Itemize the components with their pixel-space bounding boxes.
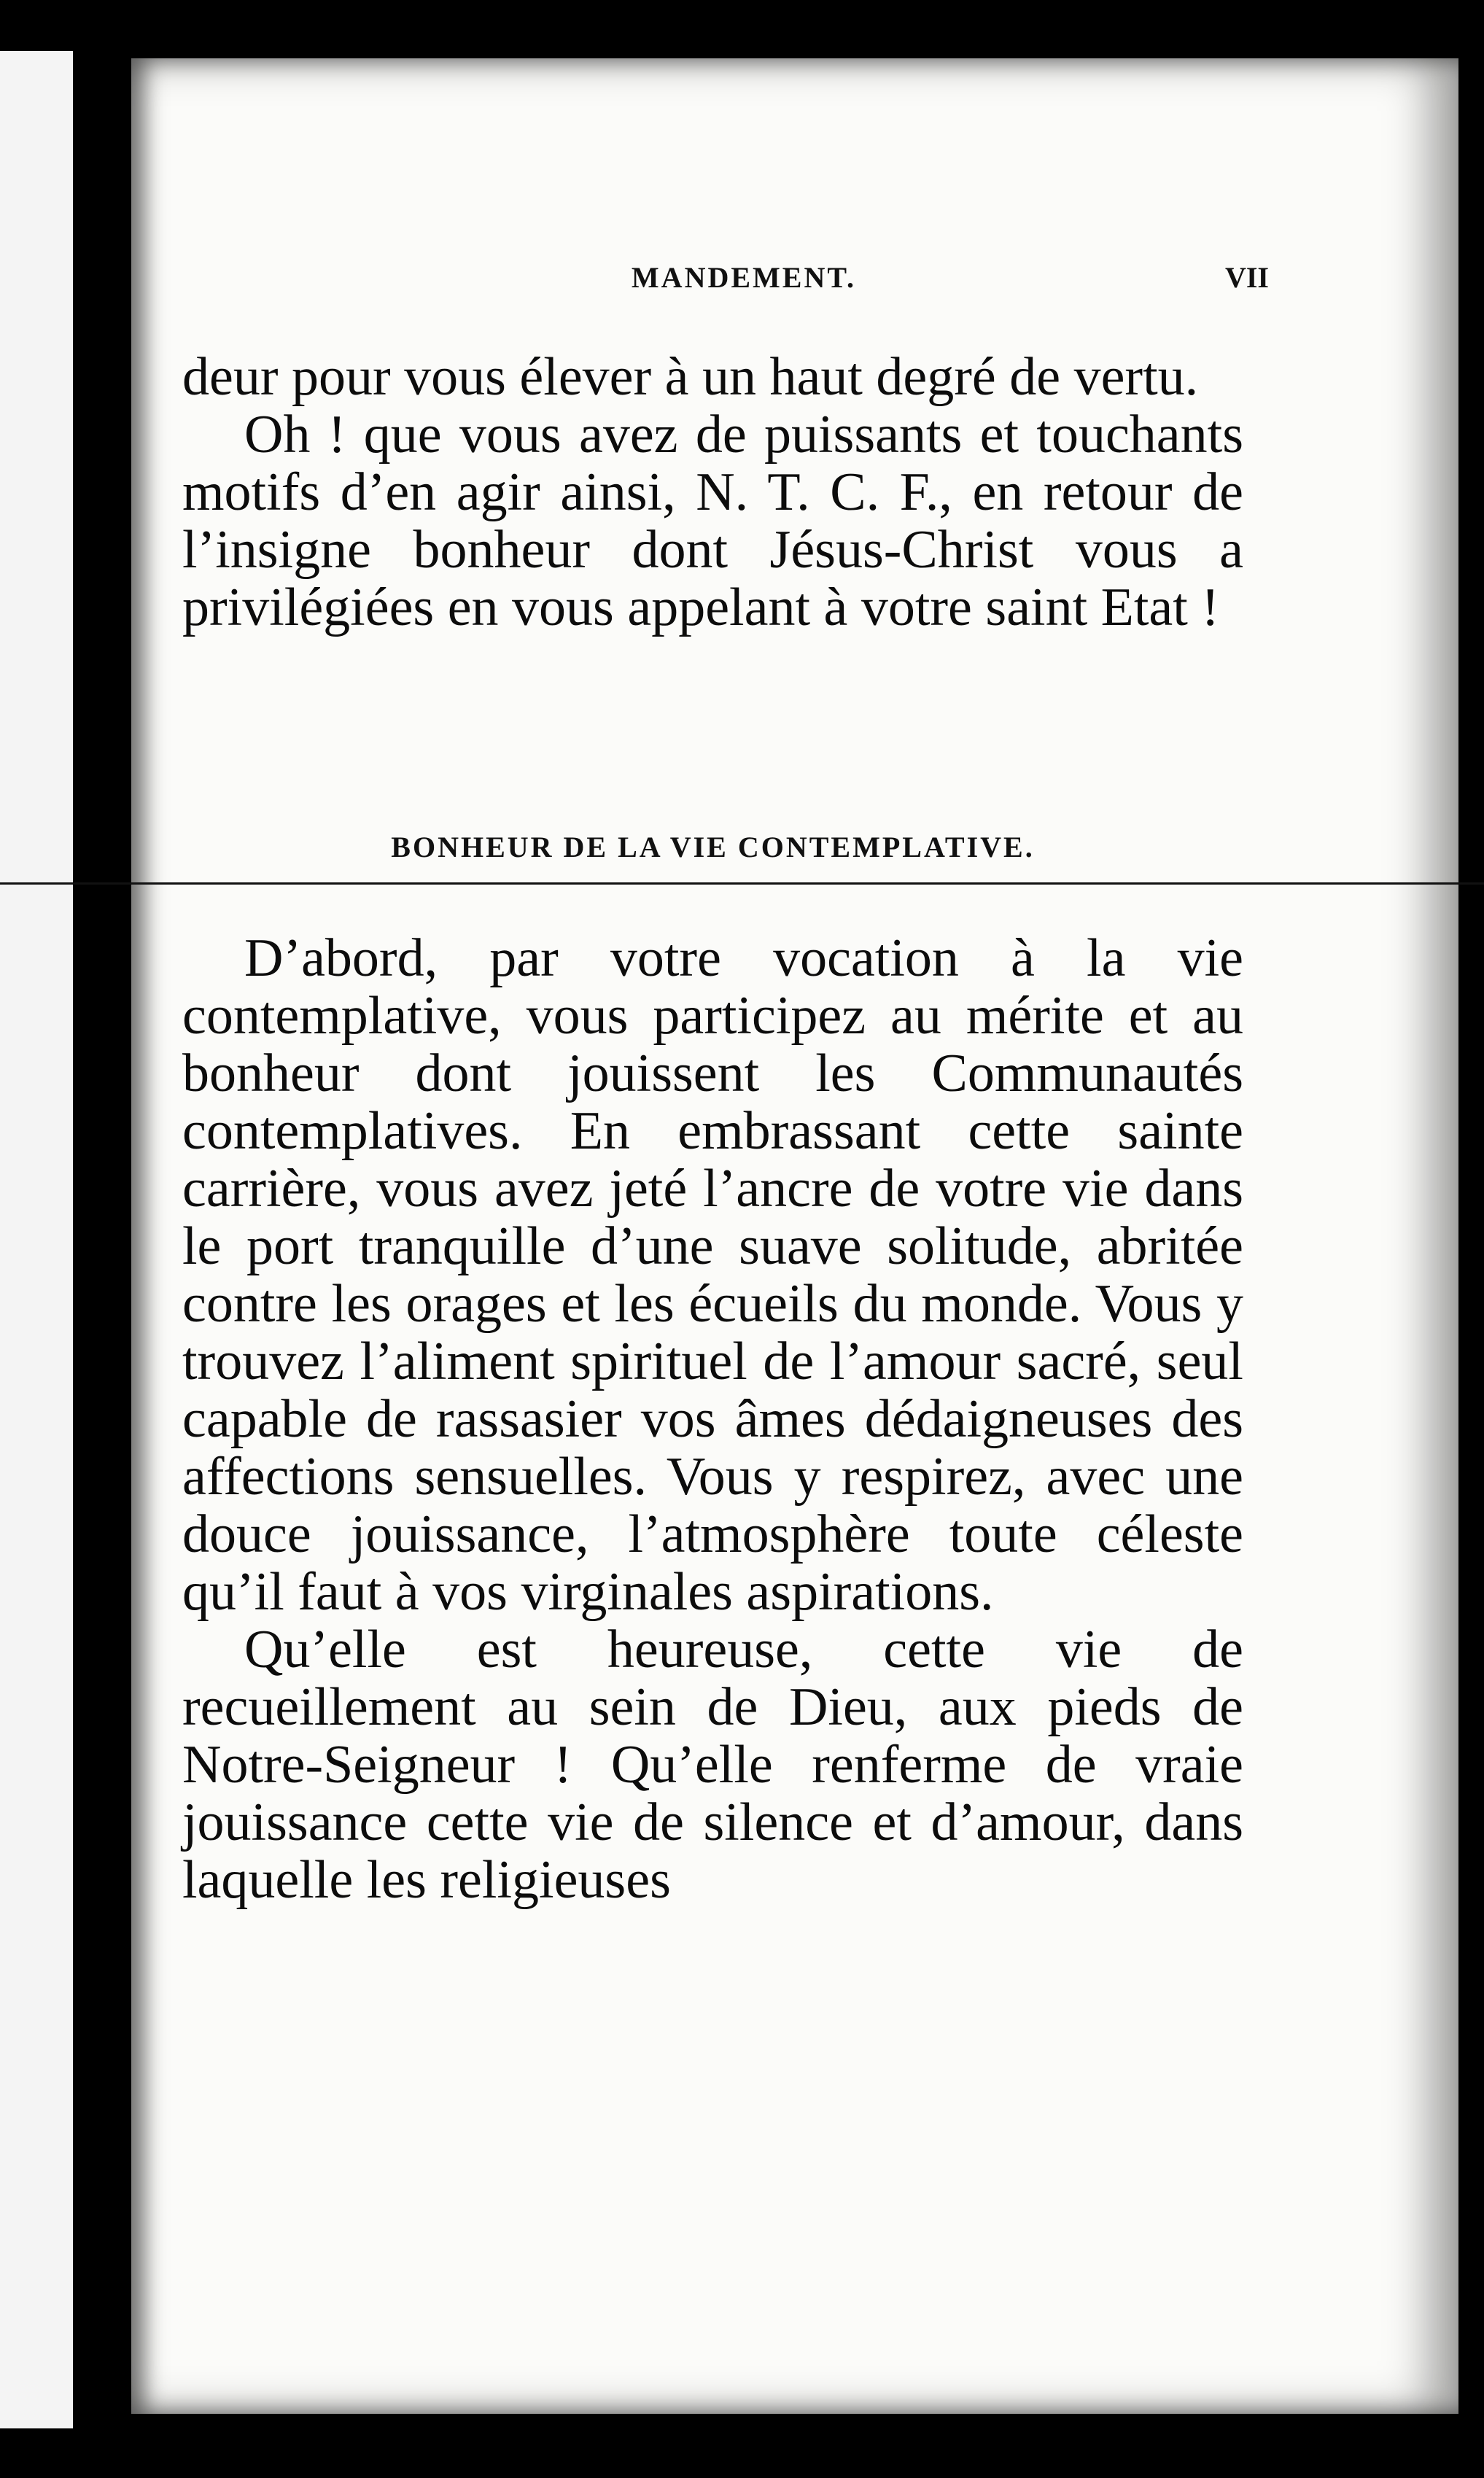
- adjacent-page-edge: [0, 51, 73, 2428]
- section-heading: BONHEUR DE LA VIE CONTEMPLATIVE.: [391, 831, 1035, 863]
- paragraph: Qu’elle est heureuse, cette vie de recueillement au sein de Dieu, aux pieds de Notre-Seigneur ! Qu’elle renferme de vraie jouissance cette vie de silence et d’amour, dans laquelle les religieuses: [182, 1620, 1243, 1910]
- page-header: [175, 252, 1269, 303]
- fold-line: [0, 882, 1484, 885]
- page-number: VII: [1224, 260, 1269, 294]
- bottom-text-block: [182, 930, 1243, 1909]
- paragraph: D’abord, par votre vocation à la vie contemplative, vous participez au mérite et au bonheur dont jouissent les Communautés contemplatives. En embrassant cette sainte carrière, vous avez jeté l’ancre de votre vie dans le port tranquille d’une suave solitude, abritée contre les orages et les écueils du monde. Vous y trouvez l’aliment spirituel de l’amour sacré, seul capable de rassasier vos âmes dédaigneuses des affections sensuelles. Vous y respirez, avec une douce jouissance, l’atmosphère toute céleste qu’il faut à vos virginales aspirations.: [182, 928, 1243, 1622]
- top-text-block: [182, 349, 1243, 637]
- paragraph-continuation: deur pour vous élever à un haut degré de vertu.: [182, 347, 1199, 407]
- paragraph: Oh ! que vous avez de puissants et touchants motifs d’en agir ainsi, N. T. C. F., en retour de l’insigne bonheur dont Jésus-Christ vous a privilégiées en vous appelant à votre saint Etat !: [182, 405, 1243, 637]
- running-title: MANDEMENT.: [631, 260, 857, 294]
